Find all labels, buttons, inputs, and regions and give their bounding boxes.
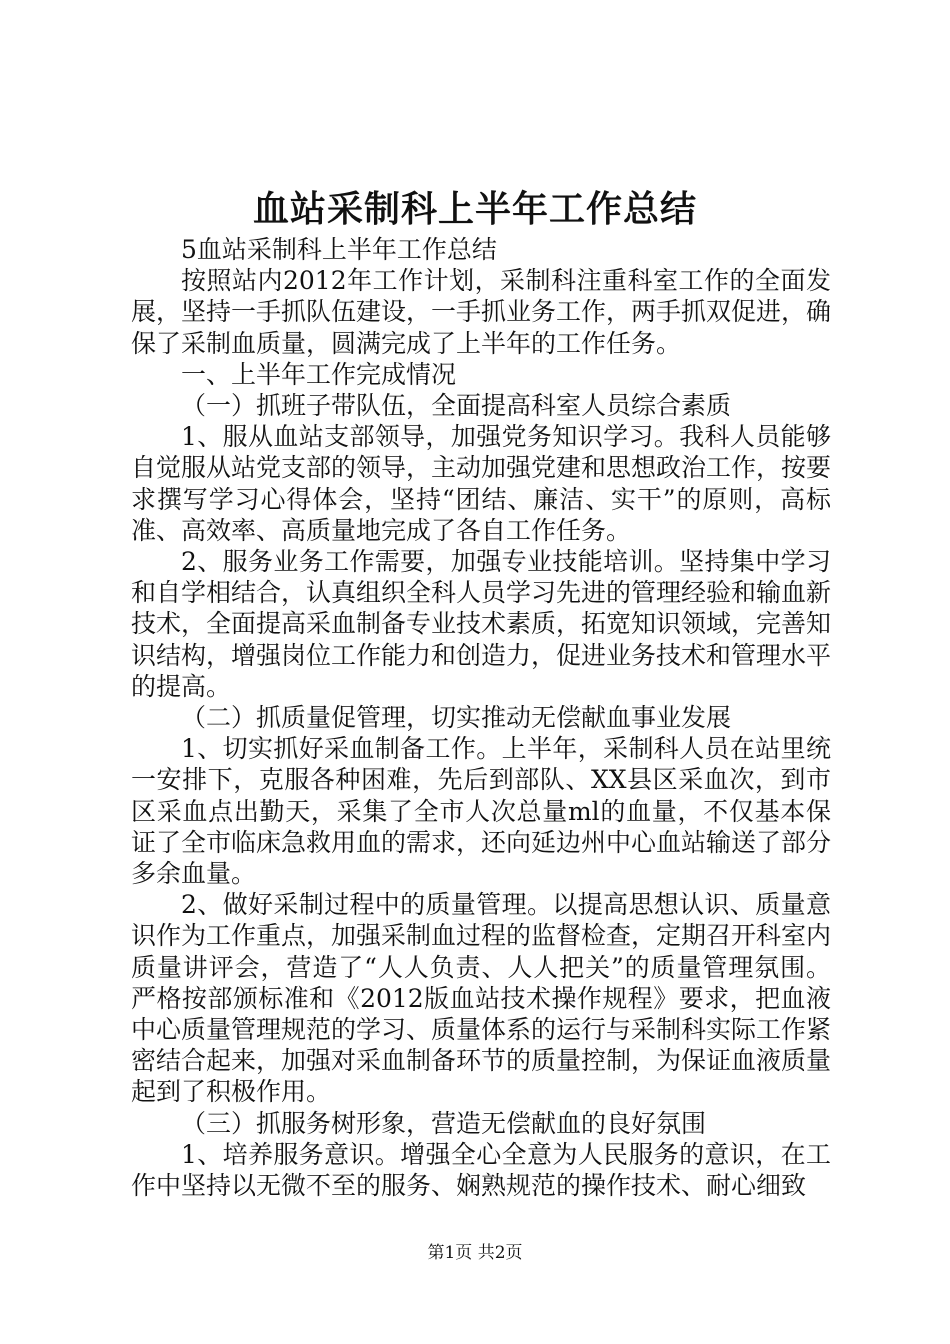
paragraph-intro: 按照站内2012年工作计划，采制科注重科室工作的全面发展，坚持一手抓队伍建设，一手抓业务工作，两手抓双促进，确保了采制血质量，圆满完成了上半年的工作任务。 (131, 266, 832, 358)
paragraph-subtitle: 5血站采制科上半年工作总结 (181, 235, 497, 264)
paragraph: 2、做好采制过程中的质量管理。以提高思想认识、质量意识作为工作重点，加强采制血过程的监督检查，定期召开科室内质量讲评会，营造了“人人负责、人人把关”的质量管理氛围。严格按部颁标准和《2012版血站技术操作规程》要求，把血液中心质量管理规范的学习、质量体系的运行与采制科实际工作紧密结合起来，加强对采血制备环节的质量控制，为保证血液质量起到了积极作用。 (131, 890, 832, 1107)
subsection-heading-1: （一）抓班子带队伍，全面提高科室人员综合素质 (181, 391, 732, 421)
subsection-heading-2: （二）抓质量促管理，切实推动无偿献血事业发展 (181, 703, 732, 733)
document-title: 血站采制科上半年工作总结 (252, 188, 697, 230)
paragraph: 1、切实抓好采血制备工作。上半年，采制科人员在站里统一安排下，克服各种困难，先后到部队、XX县区采血次，到市区采血点出勤天，采集了全市人次总量ml的血量，不仅基本保证了全市临床急救用血的需求，还向延边州中心血站输送了部分多余血量。 (131, 734, 832, 889)
subsection-heading-3: （三）抓服务树形象，营造无偿献血的良好氛围 (181, 1108, 707, 1138)
paragraph: 1、培养服务意识。增强全心全意为人民服务的意识，在工作中坚持以无微不至的服务、娴熟规范的操作技术、耐心细致 (131, 1139, 831, 1201)
document-body (131, 234, 831, 1201)
page-footer: 第1页 共2页 (427, 1243, 523, 1263)
paragraph: 2、服务业务工作需要，加强专业技能培训。坚持集中学习和自学相结合，认真组织全科人员学习先进的管理经验和输血新技术，全面提高采血制备专业技术素质，拓宽知识领域，完善知识结构，增强岗位工作能力和创造力，促进业务技术和管理水平的提高。 (131, 547, 832, 701)
section-heading-1: 一、上半年工作完成情况 (181, 359, 457, 389)
paragraph: 1、服从血站支部领导，加强党务知识学习。我科人员能够自觉服从站党支部的领导，主动加强党建和思想政治工作，按要求撰写学习心得体会，坚持“团结、廉洁、实干”的原则，高标准、高效率、高质量地完成了各自工作任务。 (131, 422, 832, 545)
